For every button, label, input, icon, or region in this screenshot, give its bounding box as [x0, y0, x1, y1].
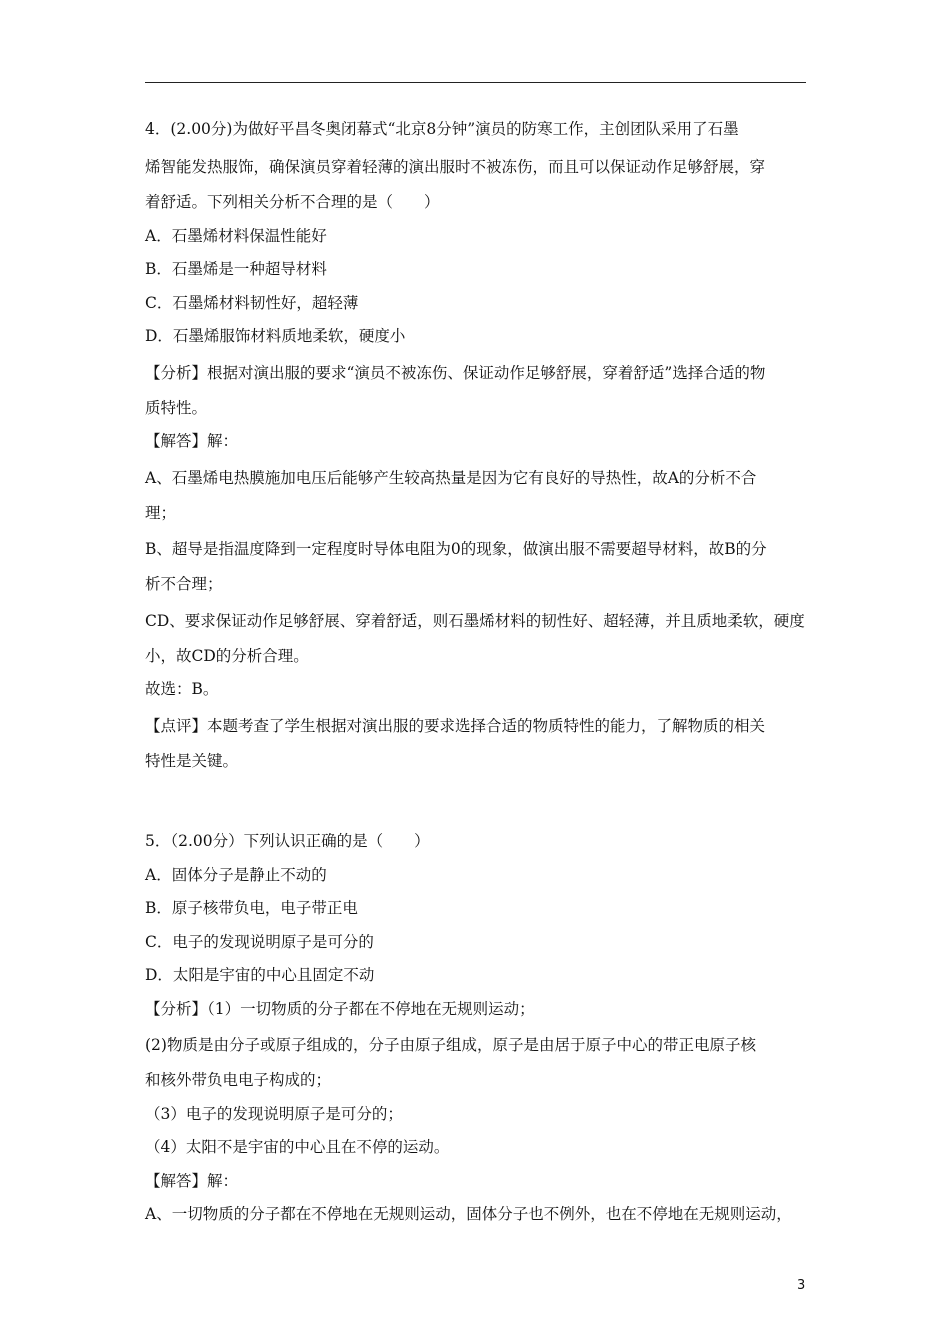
- q4-answer-line: 析不合理；: [145, 575, 223, 593]
- q4-choice-line: 故选：B。: [145, 680, 219, 698]
- document-body: [145, 110, 815, 1232]
- q4-comment-line: 【点评】本题考查了学生根据对演出服的要求选择合适的物质特性的能力，了解物质的相关: [145, 716, 766, 735]
- q5-option-b: B．原子核带负电，电子带正电: [145, 899, 358, 917]
- q4-stem-line: 烯智能发热服饰，确保演员穿着轻薄的演出服时不被冻伤，而且可以保证动作足够舒展，穿: [145, 158, 766, 176]
- q5-analysis-line: （4）太阳不是宇宙的中心且在不停的运动。: [145, 1138, 450, 1156]
- q5-option-a: A．固体分子是静止不动的: [145, 865, 327, 884]
- q4-stem-line: 4．(2.00分)为做好平昌冬奥闭幕式“北京8分钟”演员的防寒工作，主创团队采用了石墨: [145, 120, 739, 138]
- q4-comment-line: 特性是关键。: [145, 751, 239, 770]
- q5-analysis-line: 【分析】（1）一切物质的分子都在不停地在无规则运动；: [145, 999, 535, 1018]
- q4-answer-line: 理；: [145, 503, 177, 522]
- q4-option-d: D．石墨烯服饰材料质地柔软，硬度小: [145, 327, 406, 345]
- question-5: [145, 825, 815, 1232]
- q5-option-c: C．电子的发现说明原子是可分的: [145, 932, 374, 951]
- q4-answer-line: CD、要求保证动作足够舒展、穿着舒适，则石墨烯材料的韧性好、超轻薄，并且质地柔软，硬度: [145, 611, 805, 630]
- q4-analysis-line: 质特性。: [145, 398, 208, 417]
- q5-analysis-line: 和核外带负电电子构成的；: [145, 1071, 332, 1089]
- q4-analysis-line: 【分析】根据对演出服的要求“演员不被冻伤、保证动作足够舒展，穿着舒适”选择合适的物: [145, 363, 766, 382]
- q4-answer-line: A、石墨烯电热膜施加电压后能够产生较高热量是因为它有良好的导热性，故A的分析不合: [145, 468, 757, 487]
- q4-option-a: A．石墨烯材料保温性能好: [145, 226, 327, 245]
- q5-analysis-line: (2)物质是由分子或原子组成的，分子由原子组成，原子是由居于原子中心的带正电原子核: [145, 1036, 756, 1054]
- q4-answer-line: 小，故CD的分析合理。: [145, 646, 309, 665]
- q4-answer-line: B、超导是指温度降到一定程度时导体电阻为0的现象，做演出服不需要超导材料，故B的分: [145, 540, 767, 558]
- page-number: 3: [797, 1278, 806, 1293]
- q5-answer-line: A、一切物质的分子都在不停地在无规则运动，固体分子也不例外，也在不停地在无规则运动，: [145, 1205, 792, 1223]
- q5-analysis-line: （3）电子的发现说明原子是可分的；: [145, 1104, 403, 1123]
- question-gap: [145, 778, 815, 825]
- q4-answer-title: 【解答】解：: [145, 432, 239, 450]
- q5-option-d: D．太阳是宇宙的中心且固定不动: [145, 966, 375, 984]
- q5-stem: 5．（2.00分）下列认识正确的是（ ）: [145, 832, 430, 850]
- header-rule: [145, 82, 806, 83]
- q4-stem-line: 着舒适。下列相关分析不合理的是（ ）: [145, 193, 440, 211]
- q5-answer-title: 【解答】解：: [145, 1171, 239, 1190]
- q4-option-c: C．石墨烯材料韧性好，超轻薄: [145, 293, 359, 312]
- q4-option-b: B．石墨烯是一种超导材料: [145, 260, 327, 278]
- question-4: [145, 110, 815, 778]
